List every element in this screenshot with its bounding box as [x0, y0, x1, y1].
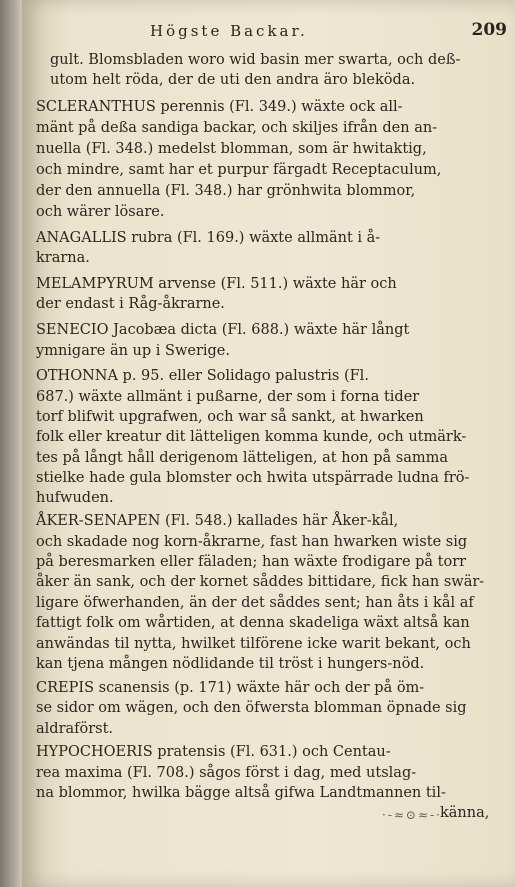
text-line: CREPIS scanensis (p. 171) wäxte här och der på öm- [36, 680, 425, 696]
text-line: rea maxima (Fl. 708.) sågos först i dag, med utslag- [36, 765, 417, 781]
text-line: gult. Blomsbladen woro wid basin mer swarta, och deß- [50, 52, 461, 68]
text-line: folk eller kreatur dit lätteligen komma kunde, och utmärk- [36, 429, 467, 445]
text-line: känna, [440, 805, 490, 821]
book-page [22, 0, 515, 887]
text-line: na blommor, hwilka bägge altså gifwa Landtmannen til- [36, 785, 446, 801]
text-line: ÅKER-SENAPEN (Fl. 548.) kallades här Åker-kål, [36, 513, 399, 529]
text-line: anwändas til nytta, hwilket tilförene icke warit bekant, och [36, 636, 471, 652]
text-line: der endast i Råg-åkrarne. [36, 296, 225, 312]
text-line: ANAGALLIS rubra (Fl. 169.) wäxte allmänt i å- [36, 230, 381, 246]
text-line: der den annuella (Fl. 348.) har grönhwita blommor, [36, 183, 416, 199]
text-line: ligare öfwerhanden, än der det såddes sent; han åts i kål af [36, 595, 474, 611]
text-line: torf blifwit upgrafwen, och war så sankt, at hwarken [36, 409, 424, 425]
page-number: 209 [471, 20, 507, 40]
text-line: 687.) wäxte allmänt i pußarne, der som i forna tider [36, 389, 420, 405]
text-line: HYPOCHOERIS pratensis (Fl. 631.) och Centau- [36, 744, 391, 760]
text-line: se sidor om wägen, och den öfwersta blomman öpnade sig [36, 700, 467, 716]
text-line: hufwuden. [36, 490, 114, 506]
text-line: krarna. [36, 250, 90, 266]
text-line: kan tjena mången nödlidande til tröst i hungers-nöd. [36, 656, 425, 672]
book-spine [0, 0, 22, 887]
text-line: SCLERANTHUS perennis (Fl. 349.) wäxte ock all- [36, 99, 403, 115]
printer-ornament: ·-≈⊙≈-· [382, 808, 442, 822]
text-line: mänt på deßa sandiga backar, och skiljes ifrån den an- [36, 120, 438, 136]
text-line: stielke hade gula blomster och hwita utspärrade ludna frö- [36, 470, 470, 486]
text-line: åker än sank, och der kornet såddes bittidare, fick han swär- [36, 574, 485, 590]
running-head: Högste Backar. [150, 22, 308, 40]
text-line: på beresmarken eller fäladen; han wäxte frodigare på torr [36, 554, 467, 570]
page-header [22, 20, 515, 44]
text-line: aldraförst. [36, 721, 114, 737]
text-line: fattigt folk om wårtiden, at denna skadeliga wäxt altså kan [36, 615, 470, 631]
text-line: och skadade nog korn-åkrarne, fast han hwarken wiste sig [36, 534, 468, 550]
text-line: och mindre, samt har et purpur färgadt Receptaculum, [36, 162, 442, 178]
text-line: ymnigare än up i Swerige. [36, 343, 231, 359]
text-line: nuella (Fl. 348.) medelst blomman, som är hwitaktig, [36, 141, 427, 157]
text-line: SENECIO Jacobæa dicta (Fl. 688.) wäxte här långt [36, 322, 410, 338]
text-line: och wärer lösare. [36, 204, 165, 220]
text-line: utom helt röda, der de uti den andra äro bleköda. [50, 72, 416, 88]
text-line: OTHONNA p. 95. eller Solidago palustris (Fl. [36, 368, 369, 384]
text-line: MELAMPYRUM arvense (Fl. 511.) wäxte här och [36, 276, 397, 292]
text-line: tes på långt håll derigenom lätteligen, at hon på samma [36, 450, 448, 466]
